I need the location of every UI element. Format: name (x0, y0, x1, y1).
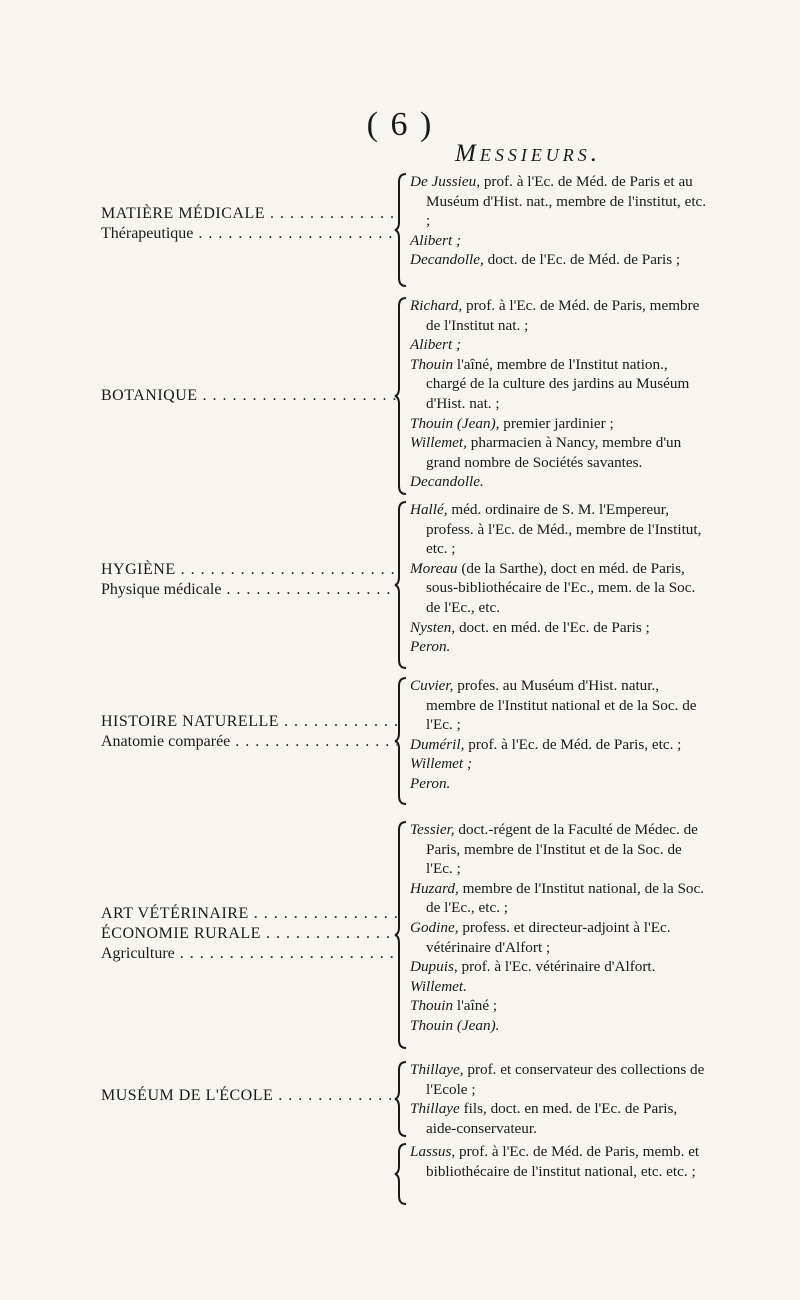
list-item (410, 735, 710, 755)
subject-line: ÉCONOMIE RURALE . . . (101, 924, 397, 944)
list-item (410, 637, 710, 657)
subject-heading (101, 1086, 397, 1106)
person-name: Thillaye (410, 1100, 460, 1118)
header-title: Messieurs. (455, 140, 602, 167)
list-item (410, 433, 710, 472)
list-item (410, 231, 710, 251)
list-item (410, 957, 710, 977)
list-item (410, 500, 710, 559)
person-name: Tessier, (410, 821, 455, 838)
person-name: Moreau (410, 559, 458, 577)
brace-icon (394, 172, 408, 288)
person-name: Duméril, (410, 735, 465, 753)
person-description: prof. et conservateur des collections de l'Ecole ; (426, 1061, 705, 1098)
person-name: Cuvier, (410, 677, 454, 694)
subject-line: MUSÉUM DE L'ÉCOLE . . . (101, 1086, 397, 1106)
section (0, 1060, 800, 1138)
person-description: prof. à l'Ec. de Méd. de Paris, membre de l'Institut nat. ; (426, 297, 700, 334)
person-name: Huzard, (410, 879, 459, 897)
section (0, 500, 800, 670)
person-name: Willemet. (410, 977, 467, 995)
person-name: Decandolle, (410, 251, 484, 269)
person-name: De Jussieu, (410, 173, 481, 190)
entry-list (410, 820, 710, 1036)
subject-heading (101, 204, 397, 244)
person-name: Alibert ; (410, 231, 462, 249)
person-name: Richard, (410, 297, 463, 314)
person-description: prof. à l'Ec. de Méd. de Paris, memb. et bibliothécaire de l'institut national, etc. etc. ; (426, 1143, 700, 1180)
section (0, 820, 800, 1050)
person-description: pharmacien à Nancy, membre d'un grand nombre de Sociétés savantes. (426, 434, 682, 471)
person-name: Willemet, (410, 434, 467, 452)
brace-icon (394, 820, 408, 1050)
section (0, 172, 800, 288)
list-item (410, 172, 710, 231)
person-description: doct. de l'Ec. de Méd. de Paris ; (483, 251, 681, 269)
subject-line: Thérapeutique . . . (101, 224, 397, 244)
person-name: Willemet ; (410, 755, 472, 773)
person-name: Alibert ; (410, 336, 462, 354)
brace-icon (394, 296, 408, 496)
person-name: Lassus, (410, 1143, 456, 1160)
list-item (410, 820, 710, 879)
list-item (410, 472, 710, 492)
subject-line: Physique médicale . . . (101, 580, 397, 600)
person-description: l'aîné, membre de l'Institut nation., chargé de la culture des jardins au Muséum d'Hist. nat. ; (426, 355, 690, 412)
person-description: profes. au Muséum d'Hist. natur., membre de l'Institut national et de la Soc. de l'Ec. ; (426, 677, 697, 734)
list-item (410, 250, 710, 270)
list-item (410, 559, 710, 618)
entry-list (410, 676, 710, 794)
entry-list (410, 296, 710, 492)
person-description: prof. à l'Ec. de Méd. de Paris, etc. ; (464, 735, 682, 753)
list-item (410, 1060, 710, 1099)
list-item (410, 1016, 710, 1036)
person-description: premier jardinier ; (499, 414, 614, 432)
section (0, 676, 800, 806)
entry-list (410, 172, 710, 270)
person-name: Dupuis, (410, 958, 458, 976)
subject-line: Anatomie comparée . . . (101, 732, 397, 752)
list-item (410, 754, 710, 774)
subject-heading (101, 712, 397, 752)
subject-line: HISTOIRE NATURELLE . . . (101, 712, 397, 732)
subject-heading (101, 904, 397, 964)
subject-line: MATIÈRE MÉDICALE . . . (101, 204, 397, 224)
list-item (410, 676, 710, 735)
person-description: membre de l'Institut national, de la Soc. de l'Ec., etc. ; (426, 879, 705, 917)
person-name: Thouin (410, 355, 454, 373)
subject-line: BOTANIQUE . . . (101, 386, 397, 406)
list-item (410, 996, 710, 1016)
person-description: prof. à l'Ec. vétérinaire d'Alfort. (457, 958, 656, 976)
brace-icon (394, 1142, 408, 1206)
list-item (410, 918, 710, 957)
list-item (410, 1142, 710, 1181)
brace-icon (394, 500, 408, 670)
brace-icon (394, 676, 408, 806)
person-description: profess. et directeur-adjoint à l'Ec. vétérinaire d'Alfort ; (426, 918, 671, 956)
list-item (410, 355, 710, 414)
entry-list (410, 500, 710, 657)
person-name: Nysten, (410, 618, 456, 636)
person-description: prof. à l'Ec. de Méd. de Paris et au Muséum d'Hist. nat., membre de l'institut, etc. ; (426, 173, 707, 230)
person-name: Hallé, (410, 501, 448, 518)
list-item (410, 1099, 710, 1138)
list-item (410, 414, 710, 434)
person-name: Decandolle. (410, 473, 484, 491)
person-name: Thouin (Jean). (410, 1016, 500, 1034)
subject-line: ART VÉTÉRINAIRE . . . (101, 904, 397, 924)
entry-list (410, 1060, 710, 1138)
person-description: méd. ordinaire de S. M. l'Empereur, profess. à l'Ec. de Méd., membre de l'Institut, etc. ; (426, 501, 702, 558)
list-item (410, 618, 710, 638)
person-description: l'aîné ; (453, 997, 498, 1015)
subject-heading (101, 560, 397, 600)
person-name: Thillaye, (410, 1061, 464, 1078)
subject-line: Agriculture . . . (101, 944, 397, 964)
list-item (410, 774, 710, 794)
person-name: Peron. (410, 638, 451, 656)
section (0, 296, 800, 496)
list-item (410, 335, 710, 355)
person-description: doct. en méd. de l'Ec. de Paris ; (455, 618, 650, 636)
subject-heading (101, 386, 397, 406)
person-name: Thouin (Jean), (410, 414, 500, 432)
list-item (410, 879, 710, 918)
person-description: fils, doct. en med. de l'Ec. de Paris, aide-conservateur. (426, 1100, 678, 1137)
subject-line: HYGIÈNE . . . (101, 560, 397, 580)
list-item (410, 977, 710, 997)
list-item (410, 296, 710, 335)
page-number: ( 6 ) (366, 106, 434, 143)
person-name: Peron. (410, 774, 451, 792)
person-name: Thouin (410, 997, 454, 1015)
person-description: (de la Sarthe), doct en méd. de Paris, sous-bibliothécaire de l'Ec., mem. de la Soc. de l'Ec., etc. (426, 559, 696, 616)
section (0, 1142, 800, 1206)
brace-icon (394, 1060, 408, 1138)
person-name: Godine, (410, 918, 459, 936)
person-description: doct.-régent de la Faculté de Médec. de Paris, membre de l'Institut et de la Soc. de l'Ec. ; (426, 821, 698, 878)
entry-list (410, 1142, 710, 1181)
